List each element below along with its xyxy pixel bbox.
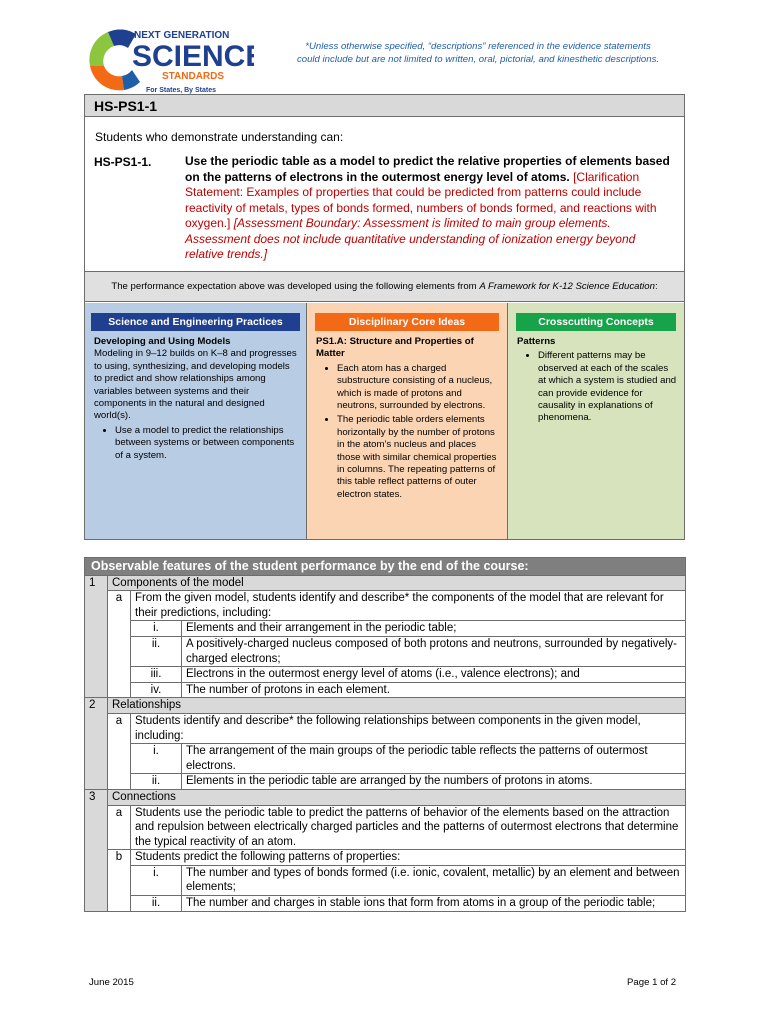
table-row [85, 896, 686, 912]
sub-text: The arrangement of the main groups of the periodic table reflects the patterns of outermost electrons. [182, 744, 686, 774]
dci-bullet: • Each atom has a charged substructure consisting of a nucleus, which is made of protons and neutrons, surrounded by electrons. [337, 363, 501, 413]
ccc-body [517, 336, 678, 427]
section-title: Components of the model [108, 575, 686, 591]
sub-roman: i. [131, 744, 182, 774]
item-letter: a [108, 805, 131, 850]
item-text: Students use the periodic table to predict the patterns of behavior of the elements based on the attraction and repulsion between electrically charged particles and the patterns of outermost electrons that determine the typical reactivity of an atom. [131, 805, 686, 850]
sub-text: Electrons in the outermost energy level of atoms (i.e., valence electrons); and [182, 667, 686, 683]
ccc-bullet: • Different patterns may be observed at each of the scales at which a system is studied and can provide evidence for causality in explanations of phenomena. [538, 350, 678, 424]
framework-note [85, 272, 684, 302]
descriptions-note [268, 40, 688, 66]
table-row [85, 575, 686, 591]
sub-roman: i. [131, 865, 182, 895]
note-line2: could include but are not limited to written, oral, pictorial, and kinesthetic descriptions. [296, 54, 660, 65]
logo-line1: NEXT GENERATION [134, 30, 230, 41]
observable-features-table [84, 557, 686, 912]
table-row [85, 713, 686, 743]
table-row [85, 682, 686, 698]
table-row [85, 621, 686, 637]
logo-tagline: For States, By States [146, 87, 217, 94]
sep-body [94, 336, 300, 464]
sep-subtitle: Developing and Using Models [94, 336, 231, 347]
sub-roman: i. [131, 621, 182, 637]
section-title: Relationships [108, 698, 686, 714]
section-number: 1 [85, 575, 108, 698]
table-title: Observable features of the student performance by the end of the course: [85, 558, 686, 576]
dci-bullet: • The periodic table orders elements horizontally by the number of protons in the atom’s nucleus and places those with similar chemical properties in columns. The repeating patterns of this table reflect patterns of outer electron states. [337, 414, 501, 501]
dci-body [316, 336, 501, 503]
sub-text: The number and types of bonds formed (i.e. ionic, covalent, metallic) by an element and between elements; [182, 865, 686, 895]
ccc-column [508, 303, 684, 539]
sub-text: The number and charges in stable ions that form from atoms in a group of the periodic table; [182, 896, 686, 912]
table-row [85, 591, 686, 621]
footer-page: Page 1 of 2 [627, 977, 677, 988]
logo-line3: STANDARDS [162, 71, 225, 82]
pe-boundary: [Assessment Boundary: Assessment is limited to main group elements. Assessment does not include quantitative understanding of ionization energy beyond relative trends.] [185, 216, 636, 261]
sep-bullet: • Use a model to predict the relationships between systems or between components of a system. [115, 425, 300, 462]
item-letter: b [108, 850, 131, 911]
table-row [85, 744, 686, 774]
pe-statement-text: Use the periodic table as a model to predict the relative properties of elements based on the patterns of electrons in the outermost energy level of atoms. [185, 154, 670, 184]
table-row [85, 789, 686, 805]
section-number: 3 [85, 789, 108, 911]
pe-intro: Students who demonstrate understanding can: [95, 130, 344, 144]
table-row [85, 667, 686, 683]
item-text: Students identify and describe* the following relationships between components in the given model, including: [131, 713, 686, 743]
ccc-bullets [517, 350, 678, 424]
note-line1: *Unless otherwise specified, “descriptions” referenced in the evidence statements [305, 41, 651, 52]
sep-header: Science and Engineering Practices [91, 313, 300, 331]
sep-column [85, 303, 307, 539]
sub-roman: ii. [131, 774, 182, 790]
item-text: Students predict the following patterns of properties: [131, 850, 686, 866]
table-row [85, 636, 686, 666]
sub-text: Elements and their arrangement in the periodic table; [182, 621, 686, 637]
logo-line2: SCIENCE [132, 40, 254, 73]
sub-roman: ii. [131, 896, 182, 912]
sep-text: Modeling in 9–12 builds on K–8 and progresses to using, synthesizing, and developing models to predict and show relationships among variables between systems and their components in the natural and designed world(s). [94, 348, 297, 422]
framework-prefix: The performance expectation above was developed using the following elements from [111, 281, 480, 292]
ngss-logo-mark [84, 24, 254, 94]
pe-statement [185, 154, 675, 263]
sub-text: A positively-charged nucleus composed of both protons and neutrons, surrounded by negatively-charged electrons; [182, 636, 686, 666]
item-letter: a [108, 713, 131, 789]
ccc-subtitle: Patterns [517, 336, 556, 347]
dci-bullets [316, 363, 501, 501]
sub-roman: iv. [131, 682, 182, 698]
dci-header: Disciplinary Core Ideas [315, 313, 499, 331]
table-row [85, 698, 686, 714]
ccc-header: Crosscutting Concepts [516, 313, 676, 331]
framework-title: A Framework for K-12 Science Education [479, 281, 655, 292]
dci-column [307, 303, 508, 539]
sub-roman: iii. [131, 667, 182, 683]
dci-subtitle: PS1.A: Structure and Properties of Matter [316, 336, 474, 360]
section-number: 2 [85, 698, 108, 790]
table-row [85, 805, 686, 850]
item-text: From the given model, students identify and describe* the components of the model that are relevant for their predictions, including: [131, 591, 686, 621]
sub-text: Elements in the periodic table are arranged by the numbers of protons in atoms. [182, 774, 686, 790]
table-row [85, 774, 686, 790]
ngss-logo [84, 24, 254, 94]
footer-date: June 2015 [89, 977, 134, 988]
sub-roman: ii. [131, 636, 182, 666]
pe-code: HS-PS1-1. [94, 155, 152, 169]
sep-bullets [94, 425, 300, 462]
sub-text: The number of protons in each element. [182, 682, 686, 698]
section-title: Connections [108, 789, 686, 805]
pe-clarification: [Clarification Statement: Examples of properties that could be predicted from patterns could include reactivity of metals, types of bonds formed, numbers of bonds formed, and reactions with oxygen.] [185, 169, 657, 230]
table-row [85, 865, 686, 895]
item-letter: a [108, 591, 131, 698]
pe-title: HS-PS1-1 [85, 95, 684, 117]
framework-suffix: : [654, 281, 658, 292]
table-row [85, 850, 686, 866]
